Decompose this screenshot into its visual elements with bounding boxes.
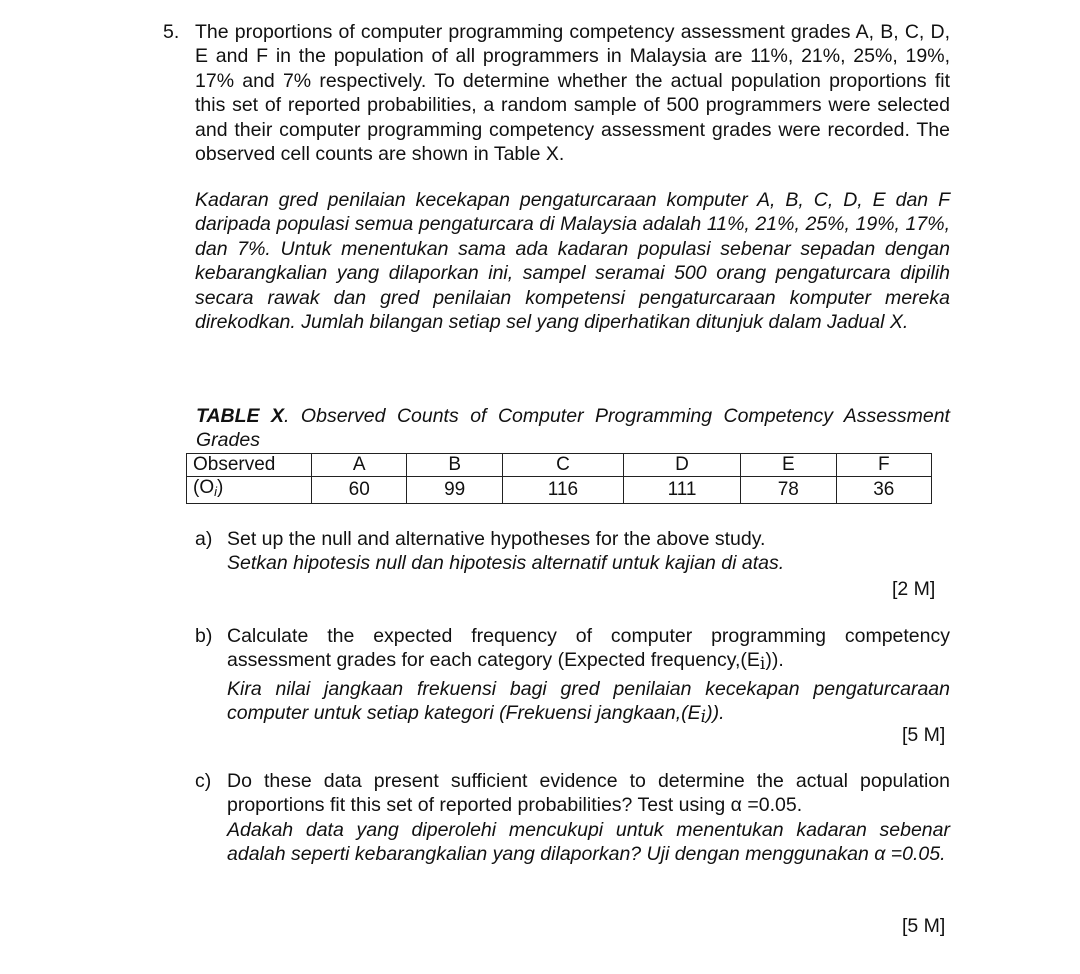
table-caption-label: TABLE X — [196, 405, 285, 427]
part-c-label: c) — [195, 770, 212, 792]
observed-count-cell: 116 — [502, 477, 623, 504]
observed-count-cell: 111 — [623, 477, 740, 504]
part-c-marks: [5 M] — [902, 915, 946, 937]
grade-header: E — [741, 454, 836, 477]
table-caption — [196, 404, 950, 452]
grade-header: A — [312, 454, 407, 477]
grade-header: D — [623, 454, 740, 477]
row-label-oi: $(O_i)$ — [187, 477, 312, 504]
part-a-label: a) — [195, 528, 213, 550]
table-data-row — [187, 477, 932, 504]
part-b-english: Calculate the expected frequency of computer programming competency assessment grades for each category (Expected frequency,(Ei)). — [227, 625, 950, 675]
observed-counts-table — [186, 453, 932, 504]
part-a-malay: Setkan hipotesis null dan hipotesis alternatif untuk kajian di atas. — [227, 552, 785, 575]
question-text-english: The proportions of computer programming competency assessment grades A, B, C, D, E and F in the population of all programmers in Malaysia are 11%, 21%, 25%, 19%, 17% and 7% respectively. To determine whether the actual population proportions fit this set of reported probabilities, a random sample of 500 programmers were selected and their computer programming competency assessment grades were recorded. The observed cell counts are shown in Table X. — [195, 21, 950, 166]
observed-count-cell: 36 — [836, 477, 931, 504]
part-b — [195, 624, 950, 730]
grade-header: F — [836, 454, 931, 477]
part-b-marks: [5 M] — [902, 724, 946, 746]
part-c-malay: Adakah data yang diperolehi mencukupi untuk menentukan kadaran sebenar adalah seperti kebarangkalian yang dilaporkan? Uji dengan menggunakan α =0.05. — [227, 818, 950, 866]
grade-header: B — [407, 454, 502, 477]
question-text-malay: Kadaran gred penilaian kecekapan pengaturcaraan komputer A, B, C, D, E dan F daripada populasi semua pengaturcara di Malaysia adalah 11%, 21%, 25%, 19%, 17%, dan 7%. Untuk menentukan sama ada kadaran populasi sebenar sepadan dengan kebarangkalian yang dilaporkan ini, sampel seramai 500 orang pengaturcara dipilih secara rawak dan gred penilaian kompetensi pengaturcaraan komputer mereka direkodkan. Jumlah bilangan setiap sel yang diperhatikan ditunjuk dalam Jadual X. — [195, 189, 950, 334]
part-c — [195, 769, 950, 867]
part-a-marks: [2 M] — [892, 578, 936, 600]
observed-count-cell: 99 — [407, 477, 502, 504]
table-header-row — [187, 454, 932, 477]
table-caption-text: . Observed Counts of Computer Programming Competency Assessment Grades — [196, 405, 950, 451]
row-label-observed: Observed — [187, 454, 312, 477]
part-a — [195, 527, 950, 576]
part-a-english: Set up the null and alternative hypotheses for the above study. — [227, 528, 766, 550]
observed-count-cell: 78 — [741, 477, 836, 504]
part-b-label: b) — [195, 625, 213, 647]
observed-count-cell: 60 — [312, 477, 407, 504]
grade-header: C — [502, 454, 623, 477]
part-c-english: Do these data present sufficient evidence to determine the actual population proportions fit this set of reported probabilities? Test using α =0.05. — [227, 770, 950, 817]
part-b-malay: Kira nilai jangkaan frekuensi bagi gred penilaian kecekapan pengaturcaraan computer untuk setiap kategori (Frekuensi jangkaan,(Ei)). — [227, 677, 950, 728]
question-number: 5. — [163, 21, 180, 43]
